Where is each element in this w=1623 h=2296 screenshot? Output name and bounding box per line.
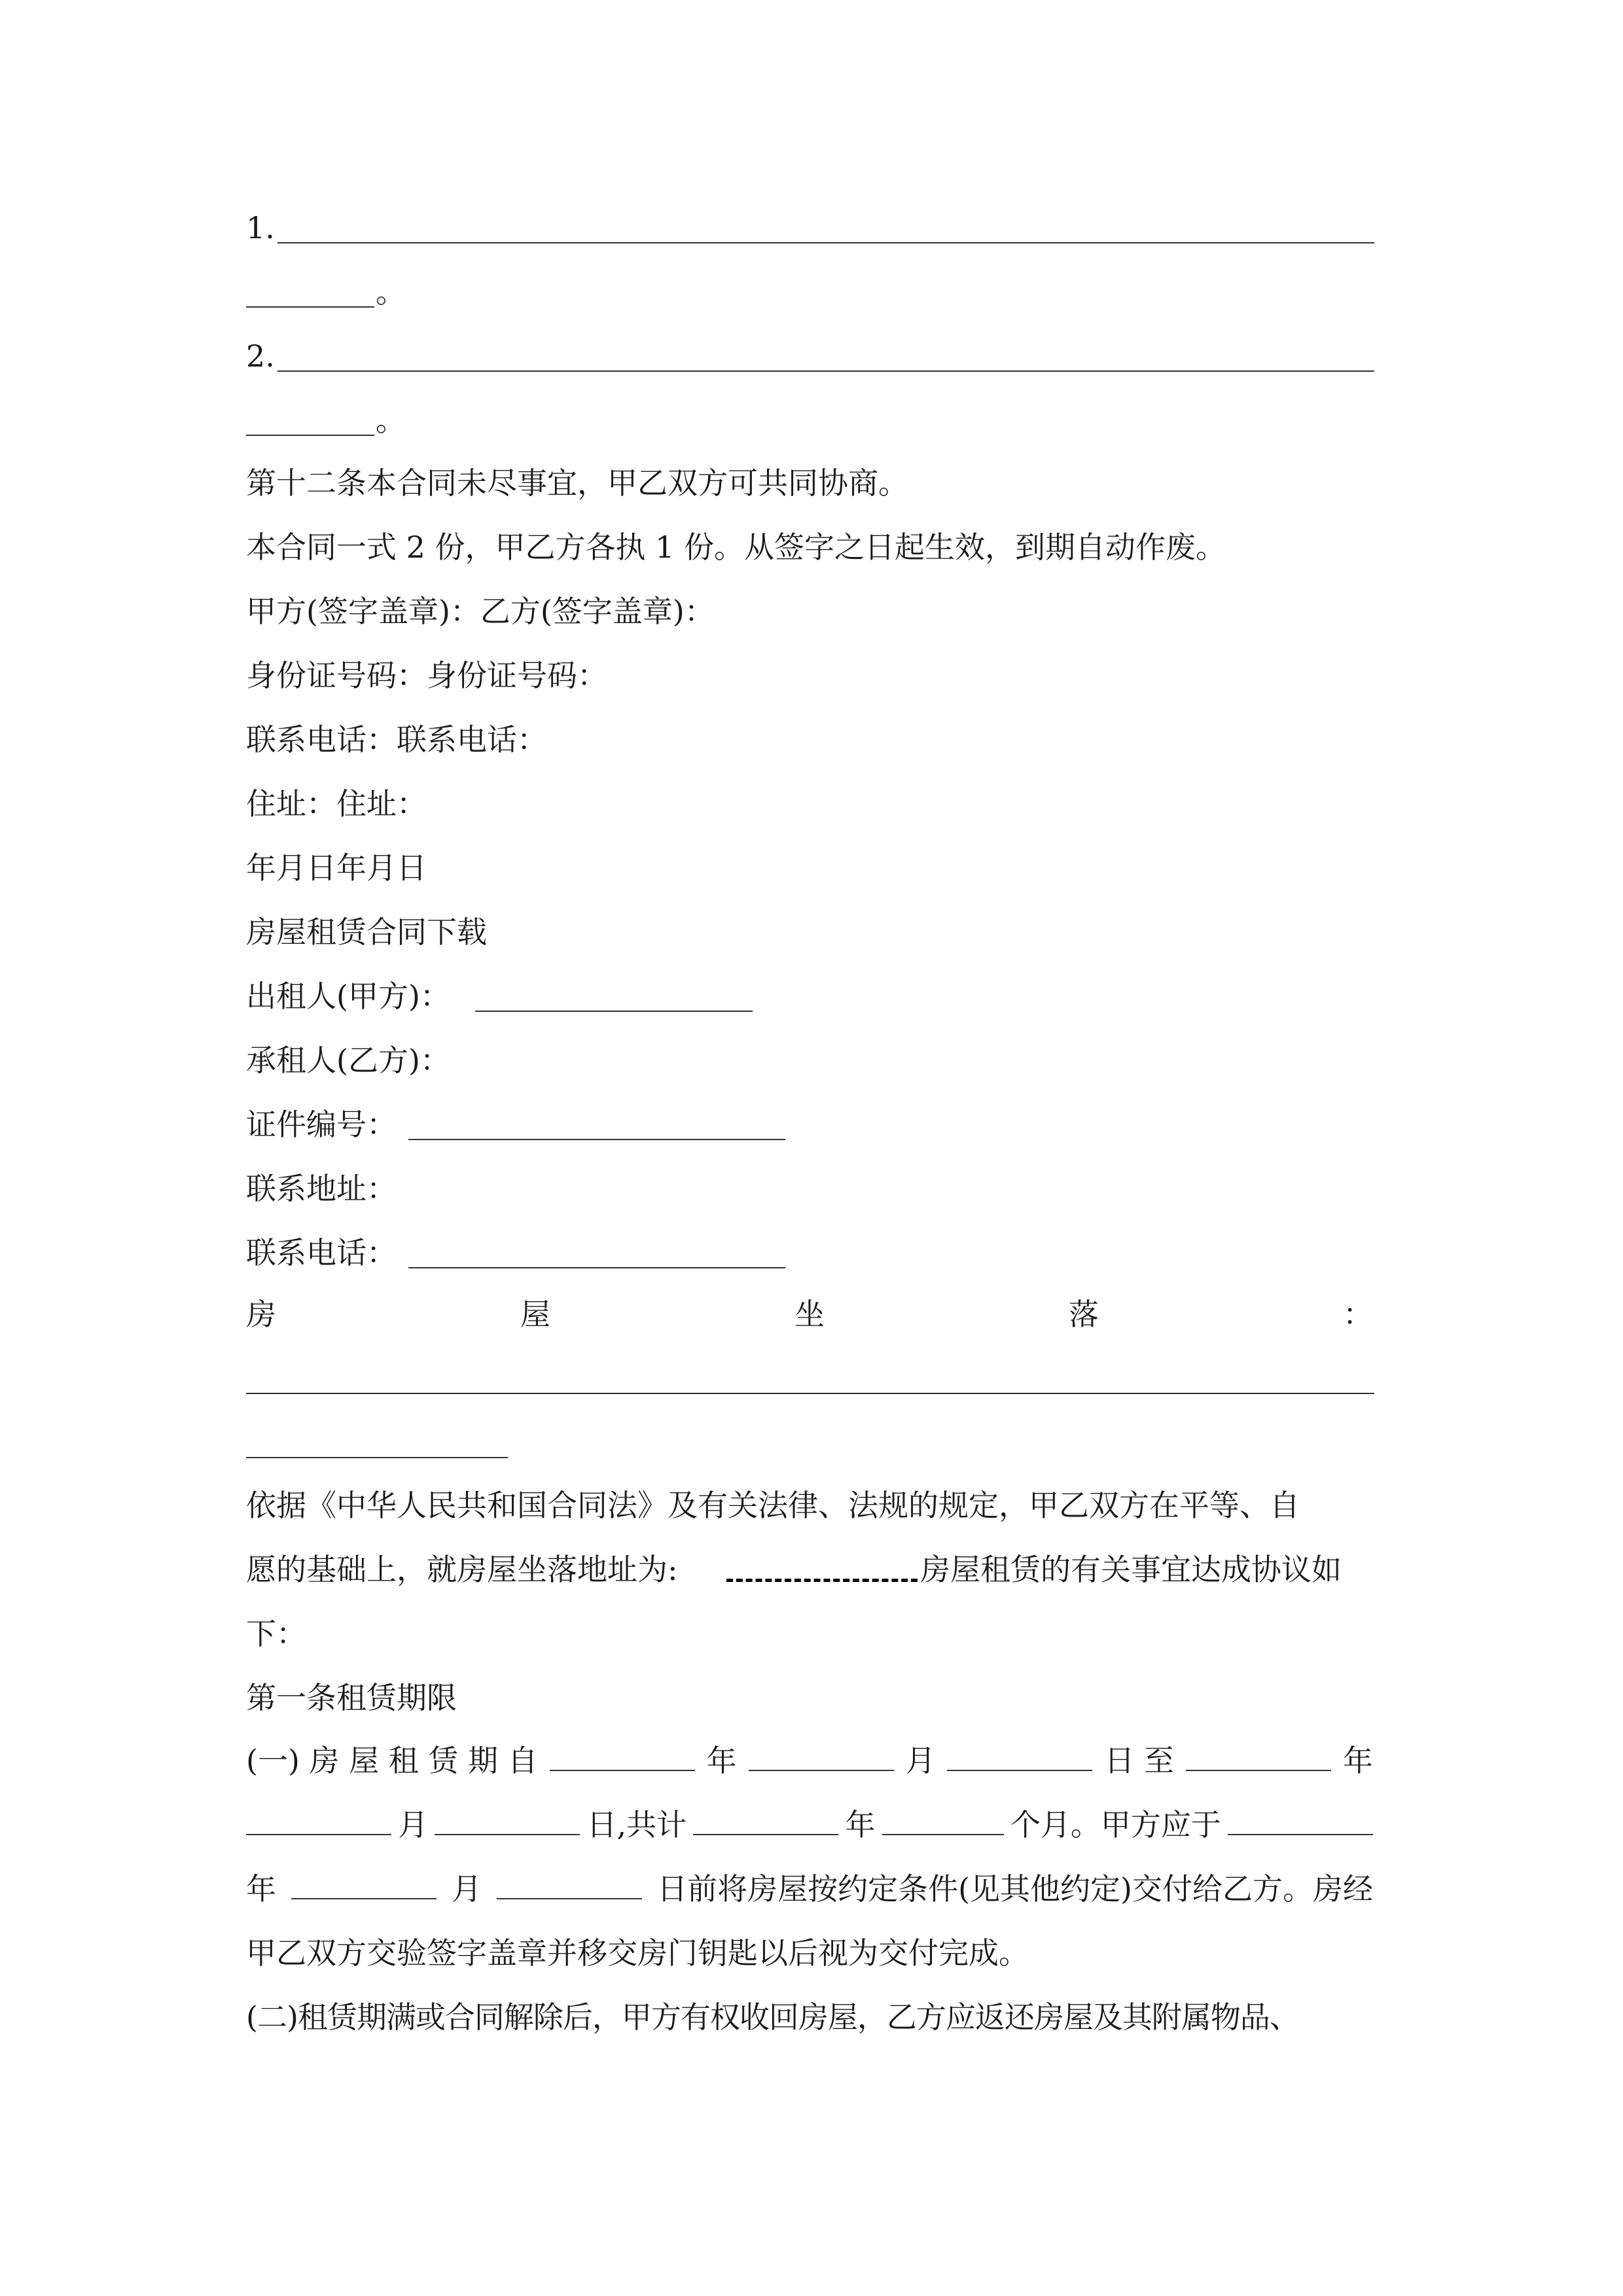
location-blank-line <box>246 1393 1374 1394</box>
intro-line-2b: 房屋租赁的有关事宜达成协议如 <box>920 1552 1342 1587</box>
total-month-blank <box>882 1805 1004 1835</box>
phone-line: 联系电话：联系电话： <box>246 722 547 757</box>
location-blank-line-continued <box>246 1457 508 1458</box>
day-to-text: 日 至 <box>1104 1743 1175 1778</box>
end-day-blank <box>435 1805 580 1835</box>
lessor-blank <box>475 1011 753 1012</box>
date-line: 年月日年月日 <box>246 850 427 886</box>
day-total-text: 日,共计 <box>586 1807 687 1842</box>
term-clause-2: (二)租赁期满或合同解除后，甲方有权收回房屋，乙方应返还房屋及其附属物品、 <box>246 2000 1299 2035</box>
year-text: 年 <box>1343 1743 1373 1778</box>
location-char: 房 <box>246 1297 276 1332</box>
month-text: 月 <box>398 1807 429 1842</box>
item-2-blank-line-continued <box>246 435 374 436</box>
start-year-blank <box>550 1741 695 1771</box>
deliver-month-blank <box>291 1869 437 1899</box>
certificate-blank <box>408 1139 785 1140</box>
signature-line: 甲方(签字盖章)：乙方(签字盖章)： <box>246 594 715 629</box>
location-char: 坐 <box>794 1297 825 1332</box>
item-1-number: 1. <box>246 210 275 245</box>
intro-line-1: 依据《中华人民共和国合同法》及有关法律、法规的规定，甲乙双方在平等、自 <box>246 1488 1300 1523</box>
month-text: 月 <box>452 1871 482 1907</box>
month-text: 月 <box>905 1743 936 1778</box>
year-text: 年 <box>706 1743 737 1778</box>
address-line: 住址：住址： <box>246 786 427 821</box>
contact-address-label: 联系地址： <box>246 1171 397 1206</box>
article-12: 第十二条本合同未尽事宜，甲乙双方可共同协商。 <box>246 465 908 501</box>
lessor-label: 出租人(甲方)： <box>246 978 450 1014</box>
start-month-blank <box>749 1741 894 1771</box>
certificate-label: 证件编号： <box>246 1107 397 1142</box>
contact-phone-label: 联系电话： <box>246 1235 397 1270</box>
location-char: 落 <box>1069 1297 1099 1332</box>
term-line-2 <box>246 1805 1373 1844</box>
start-day-blank <box>947 1741 1092 1771</box>
deliver-condition-text: 日前将房屋按约定条件(见其他约定)交付给乙方。房经 <box>657 1871 1373 1907</box>
copies-clause: 本合同一式 2 份，甲乙方各执 1 份。从签字之日起生效，到期自动作废。 <box>246 529 1226 565</box>
intro-line-2a: 愿的基础上，就房屋坐落地址为: <box>246 1552 678 1587</box>
year-text: 年 <box>246 1871 276 1907</box>
contact-phone-blank <box>408 1267 785 1268</box>
item-1-blank-line-continued <box>246 306 374 308</box>
end-year-blank <box>1186 1741 1331 1771</box>
intro-line-3: 下： <box>246 1616 306 1651</box>
item-2-period: 。 <box>376 403 406 438</box>
deliver-year-blank <box>1228 1805 1373 1835</box>
lessee-label: 承租人(乙方)： <box>246 1043 450 1078</box>
term-line-3 <box>246 1869 1373 1909</box>
item-1-blank-line <box>277 242 1374 243</box>
year-text: 年 <box>845 1807 876 1842</box>
term-line-1 <box>246 1741 1373 1780</box>
contract-title: 房屋租赁合同下载 <box>246 914 487 950</box>
location-char: ： <box>1343 1297 1373 1332</box>
deliver-day-blank <box>497 1869 642 1899</box>
id-number-line: 身份证号码：身份证号码： <box>246 658 607 693</box>
item-2-blank-line <box>277 370 1374 372</box>
months-deliver-text: 个月。甲方应于 <box>1010 1807 1221 1842</box>
item-2-number: 2. <box>246 338 275 374</box>
article-1-title: 第一条租赁期限 <box>246 1680 457 1715</box>
house-location-label <box>246 1295 1373 1334</box>
term-line-4: 甲乙双方交验签字盖章并移交房门钥匙以后视为交付完成。 <box>246 1935 1029 1971</box>
total-year-blank <box>693 1805 838 1835</box>
item-1-period: 。 <box>376 274 406 310</box>
address-blank-bold <box>726 1579 918 1582</box>
end-month-blank <box>246 1805 391 1835</box>
term-from-text: (一) 房 屋 租 赁 期 自 <box>246 1743 538 1778</box>
location-char: 屋 <box>520 1297 550 1332</box>
